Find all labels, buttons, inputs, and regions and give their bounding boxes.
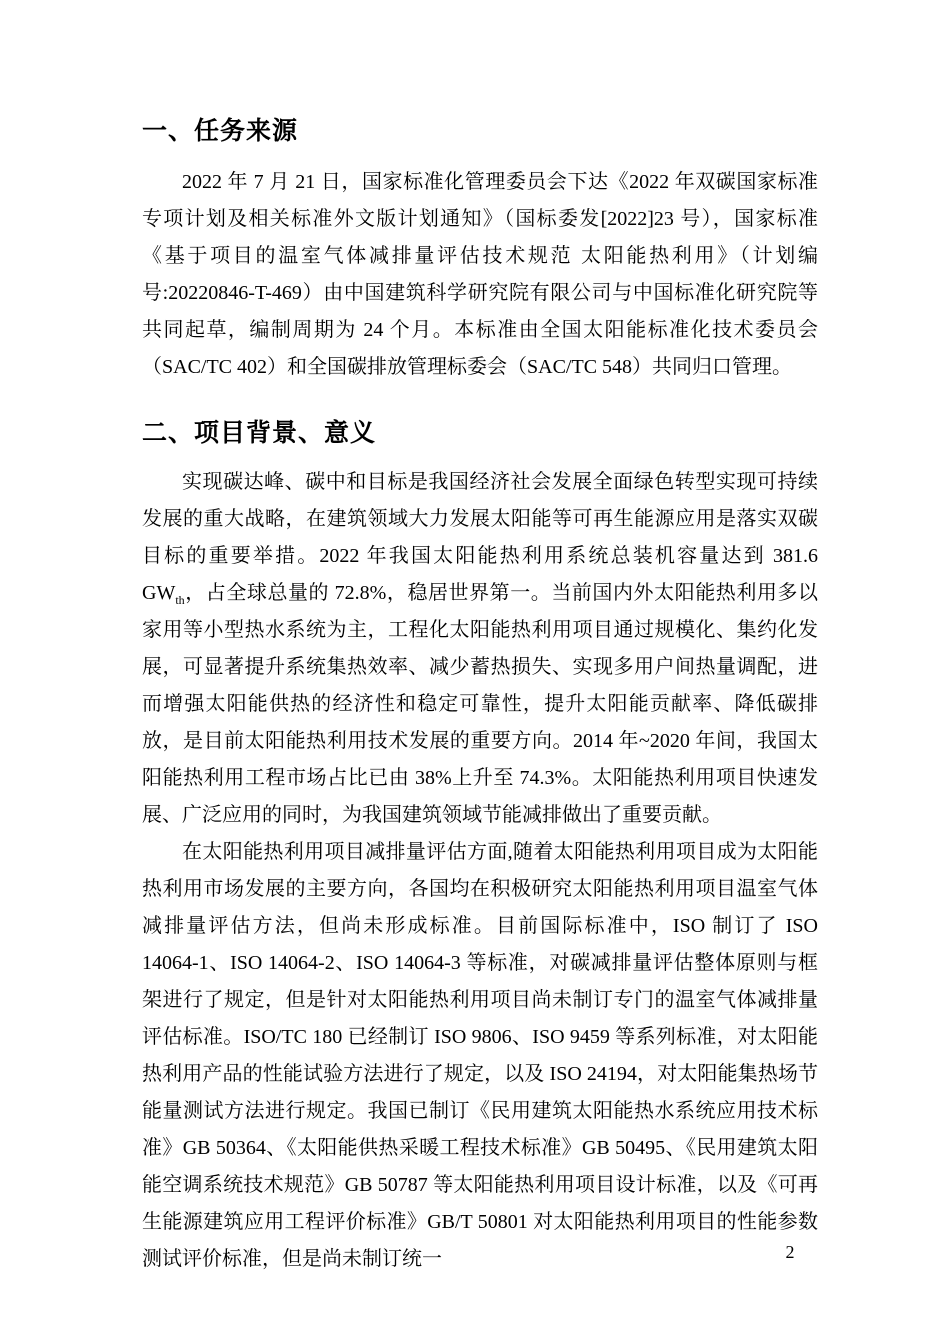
subscript-th: th	[175, 593, 185, 607]
page-content	[142, 114, 818, 1278]
section-heading-task-source: 一、任务来源	[142, 117, 299, 145]
paragraph-task-source: 2022 年 7 月 21 日，国家标准化管理委员会下达《2022 年双碳国家标准专项计划及相关标准外文版计划通知》（国标委发[2022]23 号），国家标准《基于项目的温室气体减排量评估技术规范 太阳能热利用》（计划编号:20220846-T-469）由中国建筑科学研究院有限公司与中国标准化研究院等共同起草，编制周期为 24 个月。本标准由全国太阳能标准化技术委员会（SAC/TC 402）和全国碳排放管理标委会（SAC/TC 548）共同归口管理。	[142, 171, 818, 378]
paragraph-background-2: 在太阳能热利用项目减排量评估方面,随着太阳能热利用项目成为太阳能热利用市场发展的主要方向，各国均在积极研究太阳能热利用项目温室气体减排量评估方法，但尚未形成标准。目前国际标准中，ISO 制订了 ISO 14064-1、ISO 14064-2、ISO 14064-3 等标准，对碳减排量评估整体原则与框架进行了规定，但是针对太阳能热利用项目尚未制订专门的温室气体减排量评估标准。ISO/TC 180 已经制订 ISO 9806、ISO 9459 等系列标准，对太阳能热利用产品的性能试验方法进行了规定，以及 ISO 24194，对太阳能集热场节能量测试方法进行规定。我国已制订《民用建筑太阳能热水系统应用技术标准》GB 50364、《太阳能供热采暖工程技术标准》GB 50495、《民用建筑太阳能空调系统技术规范》GB 50787 等太阳能热利用项目设计标准，以及《可再生能源建筑应用工程评价标准》GB/T 50801 对太阳能热利用项目的性能参数测试评价标准，但是尚未制订统一	[142, 841, 818, 1270]
section-heading-background: 二、项目背景、意义	[142, 419, 377, 447]
paragraph-background-1	[142, 464, 818, 834]
page-number: 2	[785, 1242, 795, 1262]
paragraph-segment-post: ，占全球总量的 72.8%，稳居世界第一。当前国内外太阳能热利用多以家用等小型热水系统为主，工程化太阳能热利用项目通过规模化、集约化发展，可显著提升系统集热效率、减少蓄热损失、实现多用户间热量调配，进而增强太阳能供热的经济性和稳定可靠性，提升太阳能贡献率、降低碳排放，是目前太阳能热利用技术发展的重要方向。2014 年~2020 年间，我国太阳能热利用工程市场占比已由 38%上升至 74.3%。太阳能热利用项目快速发展、广泛应用的同时，为我国建筑领域节能减排做出了重要贡献。	[142, 582, 818, 826]
paragraph-segment-pre: 实现碳达峰、碳中和目标是我国经济社会发展全面绿色转型实现可持续发展的重大战略，在建筑领域大力发展太阳能等可再生能源应用是落实双碳目标的重要举措。2022 年我国太阳能热利用系统总装机容量达到 381.6 GW	[142, 471, 818, 604]
